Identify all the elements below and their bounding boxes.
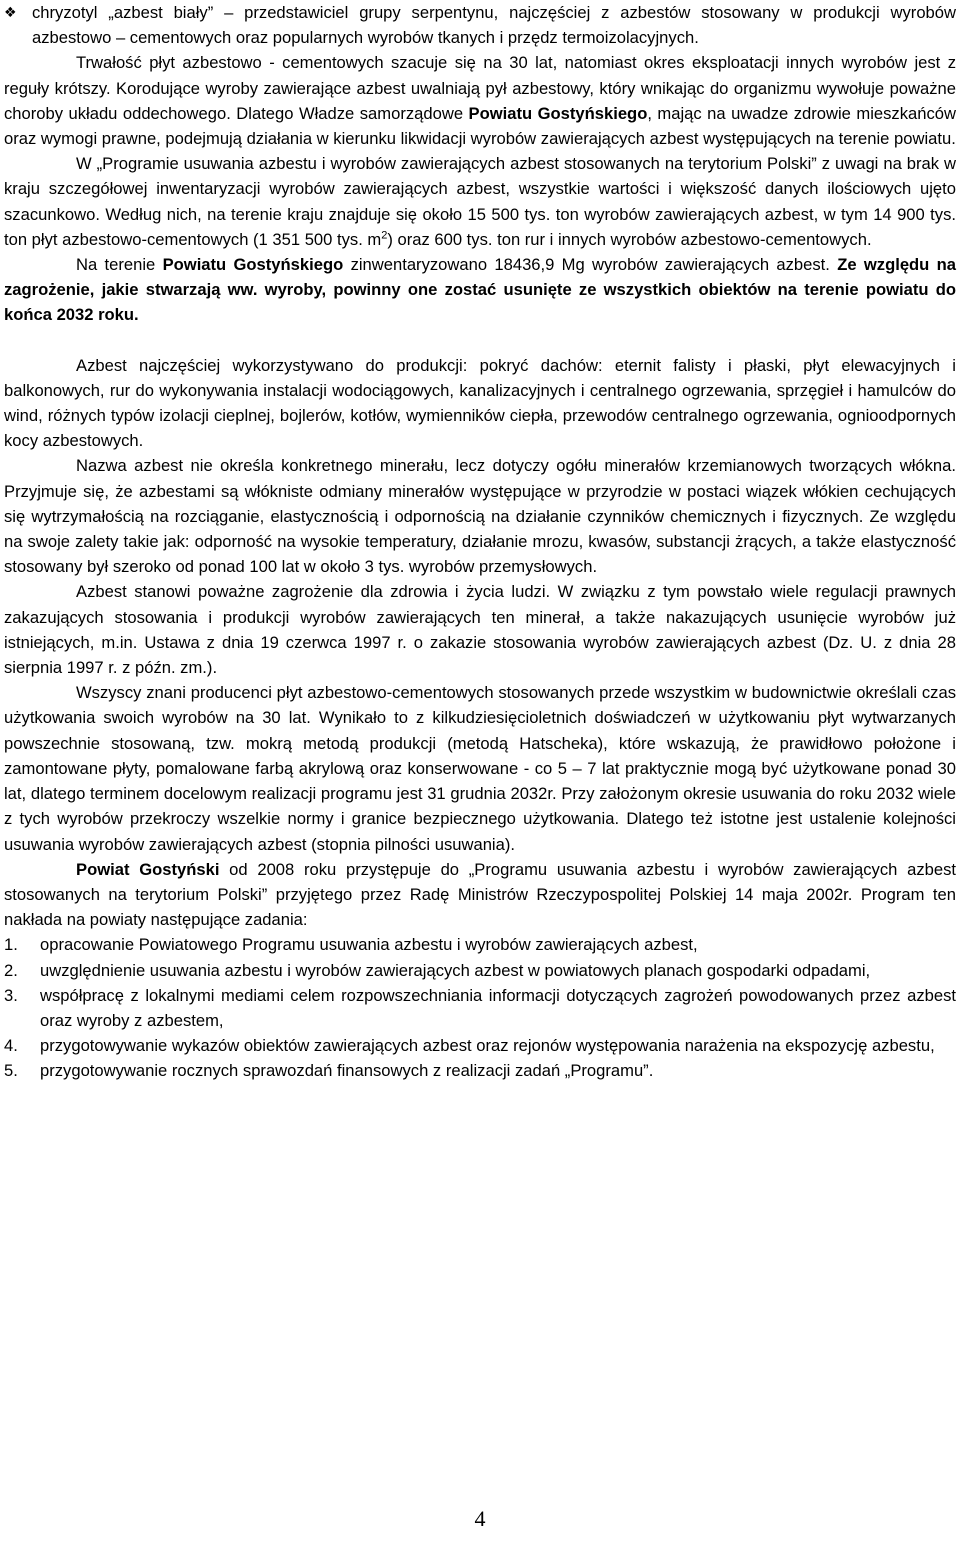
list-item: 2. uwzględnienie usuwania azbestu i wyrobów zawierających azbest w powiatowych planach gospodarki odpadami,: [4, 960, 871, 980]
removal-deadline-bold: Ze względu na zagrożenie, jakie stwarzają ww. wyroby, powinny one zostać usunięte ze wszystkich obiektów na terenie powiatu do końca 2032 roku.: [4, 255, 956, 325]
tasks-list: [4, 932, 956, 1083]
diamond-bullet-icon: ❖: [4, 4, 17, 20]
list-item: 4. przygotowywanie wykazów obiektów zawierających azbest oraz rejonów występowania narażenia na ekspozycję azbestu,: [4, 1036, 935, 1056]
paragraph-durability: Trwałość płyt azbestowo - cementowych szacuje się na 30 lat, natomiast okres eksploatacji innych wyrobów jest z reguły krótszy. Korodujące wyroby zawierające azbest uwalniają pył azbestowy, który wnikając do organizmu wywołuje poważne choroby układu oddechowego. Dlatego Władze samorządowe Powiatu Gostyńskiego, mając na uwadze zdrowie mieszkańców oraz wymogi prawne, podejmują działania w kierunku likwidacji wyrobów zawierających azbest występujących na terenie powiatu.: [4, 53, 956, 149]
document-page: [4, 0, 956, 1084]
powiat-name-bold: Powiatu Gostyńskiego: [162, 255, 344, 275]
paragraph-producers: Wszyscy znani producenci płyt azbestowo-cementowych stosowanych przede wszystkim w budownictwie określali czas użytkowania swoich wyrobów na 30 lat. Wynikało to z kilkudziesięcioletnich doświadczeń w użytkowaniu płyt wytwarzanych powszechnie stosowaną, tzw. mokrą metodą produkcji (metodą Hatscheka), które wskazują, że prawidłowo położone i zamontowane płyty, pomalowane farbą akrylową oraz konserwowane - co 5 – 7 lat praktycznie mogą być użytkowane ponad 30 lat, dlatego terminem docelowym realizacji programu jest 31 grudnia 2032r. Przy założonym okresie usuwania do roku 2032 wiele z tych wyrobów przekroczy wszelkie normy i granice bezpiecznego użytkowania. Dlatego też istotne jest ustalenie kolejności usuwania wyrobów zawierających azbest (stopnia pilności usuwania).: [4, 683, 956, 854]
paragraph-health-threat: Azbest stanowi poważne zagrożenie dla zdrowia i życia ludzi. W związku z tym powstało wiele regulacji prawnych zakazujących stosowania i produkcji wyrobów zawierających ten minerał, a także nakazujących usunięcie wyrobów już istniejących, m.in. Ustawa z dnia 19 czerwca 1997 r. o zakazie stosowania wyrobów zawierających azbest (Dz. U. z dnia 28 sierpnia 1997 r. z późn. zm.).: [4, 582, 956, 678]
paragraph-asbestos-name: Nazwa azbest nie określa konkretnego minerału, lecz dotyczy ogółu minerałów krzemianowych tworzących włókna. Przyjmuje się, że azbestami są włókniste odmiany minerałów występujące w przyrodzie w postaci wiązek włókien cechujących się wytrzymałością na rozciąganie, elastycznością i odpornością na działanie czynników chemicznych i fizycznych. Ze względu na swoje zalety takie jak: odporność na wysokie temperatury, działanie mrozu, kwasów, substancji żrących, a także elastyczność stosowany był szeroko od ponad 100 lat w około 3 tys. wyrobów przemysłowych.: [4, 456, 956, 577]
paragraph-asbestos-uses: Azbest najczęściej wykorzystywano do produkcji: pokryć dachów: eternit falisty i płaski, płyt elewacyjnych i balkonowych, rur do wykonywania instalacji wodociągowych, kanalizacyjnych i centralnego ogrzewania, sprzęgieł i hamulców do wind, różnych typów izolacji cieplnej, bojlerów, kotłów, wymienników ciepła, przewodów centralnego ogrzewania, ognioodpornych kocy azbestowych.: [4, 355, 956, 451]
powiat-name-bold: Powiatu Gostyńskiego: [468, 103, 648, 123]
page-number: 4: [474, 1506, 486, 1531]
list-item: 5. przygotowywanie rocznych sprawozdań finansowych z realizacji zadań „Programu”.: [4, 1061, 654, 1081]
list-item: 1. opracowanie Powiatowego Programu usuwania azbestu i wyrobów zawierających azbest,: [4, 935, 698, 955]
list-item: 3. współpracę z lokalnymi mediami celem rozpowszechniania informacji dotyczących zagrożeń powodowanych przez azbest oraz wyroby z azbestem,: [4, 985, 956, 1030]
powiat-name-bold: Powiat Gostyński: [76, 859, 220, 879]
superscript-2: 2: [381, 229, 388, 242]
paragraph-national-program: W „Programie usuwania azbestu i wyrobów zawierających azbest stosowanych na terytorium Polski” z uwagi na brak w kraju szczegółowej inwentaryzacji wyrobów zawierających azbest, wszystkie wartości i większość danych ilościowych ujęto szacunkowo. Według nich, na terenie kraju znajduje się około 15 500 tys. ton wyrobów zawierających azbest, w tym 14 900 tys. ton płyt azbestowo-cementowych (1 351 500 tys. $m^2$) oraz 600 tys. ton rur i innych wyrobów azbestowo-cementowych.: [4, 154, 956, 249]
bullet-item-chryzotyl: [4, 0, 956, 50]
paragraph-powiat-program: Powiat Gostyński od 2008 roku przystępuje do „Programu usuwania azbestu i wyrobów zawierających azbest stosowanych na terytorium Polski” przyjętego przez Radę Ministrów Rzeczypospolitej Polskiej 14 maja 2002r. Program ten nakłada na powiaty następujące zadania:: [4, 859, 956, 930]
paragraph-inventory: Na terenie Powiatu Gostyńskiego zinwentaryzowano 18436,9 Mg wyrobów zawierających azbest. Ze względu na zagrożenie, jakie stwarzają ww. wyroby, powinny one zostać usunięte ze wszystkich obiektów na terenie powiatu do końca 2032 roku.: [4, 255, 956, 325]
bullet-item-text: chryzotyl „azbest biały” – przedstawiciel grupy serpentynu, najczęściej z azbestów stosowany w produkcji wyrobów azbestowo – cementowych oraz popularnych wyrobów tkanych i przędz termoizolacyjnych.: [32, 3, 956, 48]
